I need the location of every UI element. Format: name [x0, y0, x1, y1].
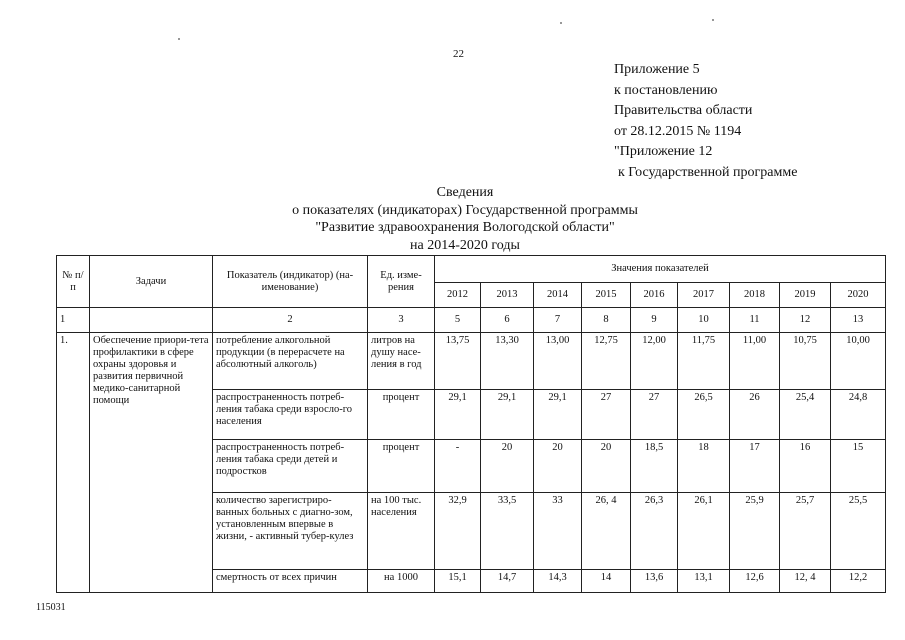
value-cell: 26,1 [678, 493, 730, 570]
value-cell: 12,00 [631, 333, 678, 390]
appendix-line: "Приложение 12 [614, 144, 713, 159]
title-line: о показателях (индикаторах) Государственной программы [292, 202, 638, 218]
value-cell: 27 [631, 390, 678, 440]
indicator-name: распространенность потреб-ления табака среди взросло-го населения [213, 390, 368, 440]
indicator-name: количество зарегистриро-ванных больных с диагно-зом, установленным впервые в жизни, - активный тубер-кулез [213, 493, 368, 570]
unit-cell: литров на душу насе-ления в год [368, 333, 435, 390]
appendix-line: к Государственной программе [618, 164, 798, 180]
appendix-line: к постановлению [614, 82, 718, 98]
value-cell: 17 [730, 440, 780, 493]
col-number: 6 [481, 308, 534, 333]
value-cell: 13,00 [534, 333, 582, 390]
value-cell: 14 [582, 570, 631, 593]
unit-cell: процент [368, 390, 435, 440]
col-number: 10 [678, 308, 730, 333]
value-cell: 11,00 [730, 333, 780, 390]
value-cell: 11,75 [678, 333, 730, 390]
table-row [57, 333, 886, 390]
value-cell: 26, 4 [582, 493, 631, 570]
value-cell: 14,3 [534, 570, 582, 593]
page-number: 22 [453, 48, 464, 60]
value-cell: 29,1 [534, 390, 582, 440]
value-cell: 33,5 [481, 493, 534, 570]
value-cell: 15 [831, 440, 886, 493]
value-cell: 12,6 [730, 570, 780, 593]
col-number: 7 [534, 308, 582, 333]
document-title [200, 184, 730, 254]
value-cell: 20 [582, 440, 631, 493]
header-row [57, 256, 886, 283]
year-cell: 2014 [534, 283, 582, 308]
unit-cell: на 100 тыс. населения [368, 493, 435, 570]
value-cell: 14,7 [481, 570, 534, 593]
title-line: на 2014-2020 годы [410, 237, 520, 253]
value-cell: 13,6 [631, 570, 678, 593]
year-cell: 2017 [678, 283, 730, 308]
value-cell: 18,5 [631, 440, 678, 493]
year-cell: 2019 [780, 283, 831, 308]
value-cell: 29,1 [435, 390, 481, 440]
value-cell: 24,8 [831, 390, 886, 440]
scan-speck [712, 19, 714, 21]
header-indicator: Показатель (индикатор) (на-именование) [213, 256, 368, 308]
column-numbers-row [57, 308, 886, 333]
value-cell: 12, 4 [780, 570, 831, 593]
appendix-line: Приложение 5 [614, 62, 700, 77]
title-line: "Развитие здравоохранения Вологодской области" [315, 220, 615, 235]
header-task: Задачи [90, 256, 213, 308]
value-cell: 15,1 [435, 570, 481, 593]
value-cell: 25,4 [780, 390, 831, 440]
indicator-name: распространенность потреб-ления табака среди детей и подростков [213, 440, 368, 493]
year-cell: 2015 [582, 283, 631, 308]
header-values: Значения показателей [435, 256, 886, 283]
section-number: 1. [57, 333, 90, 593]
value-cell: 29,1 [481, 390, 534, 440]
value-cell: 10,75 [780, 333, 831, 390]
value-cell: 13,30 [481, 333, 534, 390]
col-number: 8 [582, 308, 631, 333]
value-cell: - [435, 440, 481, 493]
col-number: 9 [631, 308, 678, 333]
value-cell: 27 [582, 390, 631, 440]
value-cell: 12,2 [831, 570, 886, 593]
value-cell: 13,75 [435, 333, 481, 390]
indicators-table [56, 255, 886, 593]
value-cell: 25,9 [730, 493, 780, 570]
value-cell: 13,1 [678, 570, 730, 593]
year-cell: 2016 [631, 283, 678, 308]
unit-cell: процент [368, 440, 435, 493]
col-number: 5 [435, 308, 481, 333]
col-number: 12 [780, 308, 831, 333]
value-cell: 33 [534, 493, 582, 570]
value-cell: 20 [481, 440, 534, 493]
value-cell: 26,3 [631, 493, 678, 570]
scan-speck [178, 38, 180, 40]
col-number: 13 [831, 308, 886, 333]
col-number: 11 [730, 308, 780, 333]
year-cell: 2012 [435, 283, 481, 308]
year-cell: 2020 [831, 283, 886, 308]
indicator-name: потребление алкогольной продукции (в перерасчете на абсолютный алкоголь) [213, 333, 368, 390]
value-cell: 20 [534, 440, 582, 493]
year-cell: 2018 [730, 283, 780, 308]
document-code: 115031 [36, 602, 66, 613]
section-task: Обеспечение приори-тета профилактики в сфере охраны здоровья и развития первичной медико-санитарной помощи [90, 333, 213, 593]
indicator-name: смертность от всех причин [213, 570, 368, 593]
appendix-block [614, 60, 797, 183]
appendix-line: от 28.12.2015 № 1194 [614, 123, 742, 139]
value-cell: 16 [780, 440, 831, 493]
value-cell: 12,75 [582, 333, 631, 390]
scan-speck [560, 22, 562, 24]
header-unit: Ед. изме-рения [368, 256, 435, 308]
col-number [90, 308, 213, 333]
header-num: № п/п [57, 256, 90, 308]
title-line: Сведения [436, 185, 494, 200]
value-cell: 25,5 [831, 493, 886, 570]
value-cell: 32,9 [435, 493, 481, 570]
unit-cell: на 1000 [368, 570, 435, 593]
col-number: 2 [213, 308, 368, 333]
value-cell: 26 [730, 390, 780, 440]
col-number: 1 [57, 308, 90, 333]
value-cell: 25,7 [780, 493, 831, 570]
value-cell: 26,5 [678, 390, 730, 440]
value-cell: 10,00 [831, 333, 886, 390]
appendix-line: Правительства области [614, 103, 753, 118]
col-number: 3 [368, 308, 435, 333]
year-cell: 2013 [481, 283, 534, 308]
value-cell: 18 [678, 440, 730, 493]
